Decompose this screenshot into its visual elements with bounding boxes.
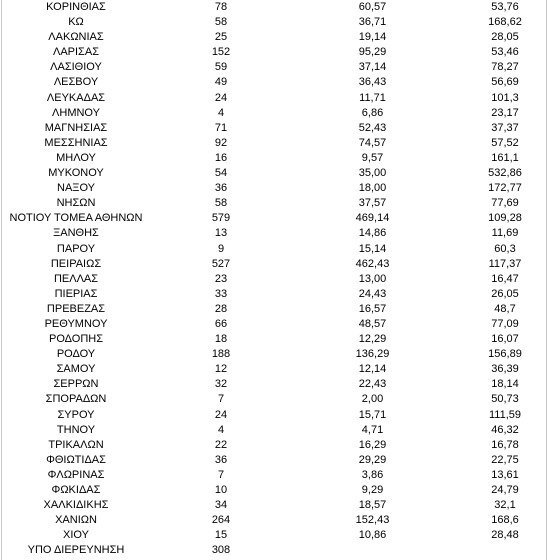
region-name-cell: ΣΥΡΟΥ [57, 408, 95, 421]
region-name-cell: ΣΠΟΡΑΔΩΝ [45, 393, 107, 406]
average-cell: 24,43 [358, 287, 387, 300]
cases-cell: 58 [214, 16, 228, 29]
average-cell: 4,71 [361, 423, 384, 436]
average-cell: 462,43 [355, 257, 390, 270]
average-cell: 15,14 [358, 242, 387, 255]
table-row [0, 242, 548, 257]
average-cell: 48,57 [358, 317, 387, 330]
cases-cell: 23 [214, 272, 228, 285]
table-row [0, 392, 548, 407]
table-row [0, 257, 548, 272]
region-name-cell: ΝΗΣΩΝ [56, 197, 96, 210]
region-name-cell: ΛΑΚΩΝΙΑΣ [48, 31, 104, 44]
rate-cell: 16,47 [491, 272, 519, 285]
rate-cell: 532,86 [488, 167, 522, 180]
cases-cell: 527 [211, 257, 231, 270]
table-row [0, 513, 548, 528]
table-row [0, 15, 548, 30]
region-name-cell: ΤΗΝΟΥ [56, 423, 96, 436]
rate-cell: 16,07 [491, 333, 519, 346]
table-row [0, 60, 548, 75]
rate-cell: 18,14 [491, 378, 519, 391]
rate-cell: 26,05 [491, 287, 519, 300]
average-cell: 6,86 [361, 106, 384, 119]
table-row [0, 106, 548, 121]
cases-cell: 78 [214, 1, 228, 13]
region-name-cell: ΡΟΔΟΠΗΣ [48, 333, 104, 346]
table-row [0, 483, 548, 498]
cases-cell: 28 [214, 302, 228, 315]
region-name-cell: ΚΟΡΙΝΘΙΑΣ [46, 1, 106, 13]
region-name-cell: ΧΑΝΙΩΝ [55, 514, 97, 527]
table-row [0, 0, 548, 15]
cases-cell: 22 [214, 438, 228, 451]
rate-cell: 101,3 [491, 91, 519, 104]
table-row [0, 468, 548, 483]
cases-cell: 24 [214, 91, 228, 104]
rate-cell: 28,48 [491, 529, 519, 542]
rate-cell: 28,05 [491, 31, 519, 44]
table-row [0, 408, 548, 423]
rate-cell: 168,62 [488, 16, 522, 29]
rate-cell: 161,1 [491, 151, 519, 164]
cases-cell: 15 [214, 529, 228, 542]
region-name-cell: ΠΙΕΡΙΑΣ [54, 287, 98, 300]
average-cell [325, 543, 420, 558]
region-name-cell: ΠΕΙΡΑΙΩΣ [50, 257, 102, 270]
region-name-cell: ΦΩΚΙΔΑΣ [51, 484, 101, 496]
cases-cell: 92 [214, 136, 228, 149]
table-row [0, 166, 548, 181]
table-row [0, 196, 548, 211]
table-row [0, 498, 548, 513]
rate-cell: 36,39 [491, 363, 519, 376]
average-cell: 35,00 [358, 167, 387, 180]
rate-cell: 23,17 [491, 106, 519, 119]
average-cell: 13,00 [358, 272, 387, 285]
cases-cell: 12 [214, 363, 228, 376]
cases-cell: 9 [217, 242, 225, 255]
region-name-cell: ΚΩ [68, 16, 84, 29]
table-row [0, 287, 548, 302]
region-name-cell: ΜΗΛΟΥ [56, 151, 96, 164]
rate-cell: 168,6 [491, 514, 519, 527]
table-row [0, 332, 548, 347]
average-cell: 12,29 [358, 333, 387, 346]
table-row [0, 30, 548, 45]
rate-cell: 24,79 [491, 484, 519, 496]
table-row [0, 423, 548, 438]
table-row [0, 45, 548, 60]
rate-cell: 77,09 [491, 317, 519, 330]
cases-cell: 49 [214, 76, 228, 89]
average-cell: 74,57 [358, 136, 387, 149]
rate-cell: 57,52 [491, 136, 519, 149]
region-name-cell: ΠΡΕΒΕΖΑΣ [46, 302, 106, 315]
table-row [0, 121, 548, 136]
average-cell: 19,14 [358, 31, 387, 44]
rate-cell: 22,75 [491, 453, 519, 466]
cases-cell: 16 [214, 151, 228, 164]
cases-cell: 4 [217, 423, 225, 436]
table-row [0, 75, 548, 90]
average-cell: 36,43 [358, 76, 387, 89]
cases-cell: 59 [214, 61, 228, 74]
cases-cell: 188 [211, 348, 231, 361]
rate-cell: 11,69 [491, 227, 519, 240]
region-name-cell: ΡΟΔΟΥ [56, 348, 96, 361]
region-name-cell: ΜΥΚΟΝΟΥ [48, 167, 104, 180]
average-cell: 18,00 [358, 182, 387, 195]
cases-cell: 24 [214, 408, 228, 421]
region-name-cell: ΧΑΛΚΙΔΙΚΗΣ [43, 499, 109, 512]
rate-cell: 172,77 [488, 182, 522, 195]
average-cell: 9,29 [361, 484, 384, 496]
average-cell: 2,00 [361, 393, 384, 406]
region-name-cell: ΡΕΘΥΜΝΟΥ [44, 317, 108, 330]
region-name-cell: ΦΘΙΩΤΙΔΑΣ [46, 453, 106, 466]
cases-cell: 54 [214, 167, 228, 180]
region-name-cell: ΝΑΞΟΥ [57, 182, 95, 195]
average-cell: 15,71 [358, 408, 387, 421]
rate-cell: 56,69 [491, 76, 519, 89]
cases-cell: 58 [214, 197, 228, 210]
rate-cell: 53,46 [491, 46, 519, 59]
region-name-cell: ΣΑΜΟΥ [56, 363, 96, 376]
region-name-cell: ΥΠΟ ΔΙΕΡΕΥΝΗΣΗ [27, 544, 125, 557]
region-name-cell: ΛΕΥΚΑΔΑΣ [46, 91, 106, 104]
rate-cell: 46,32 [491, 423, 519, 436]
table-row [0, 438, 548, 453]
cases-cell: 308 [211, 544, 231, 557]
rate-cell: 109,28 [488, 212, 522, 225]
cases-cell: 34 [214, 499, 228, 512]
average-cell: 95,29 [358, 46, 387, 59]
rate-cell: 50,73 [491, 393, 519, 406]
average-cell: 9,57 [361, 151, 384, 164]
cases-cell: 36 [214, 453, 228, 466]
region-name-cell: ΛΑΡΙΣΑΣ [52, 46, 99, 59]
region-name-cell: ΝΟΤΙΟΥ ΤΟΜΕΑ ΑΘΗΝΩΝ [9, 212, 143, 225]
average-cell: 18,57 [358, 499, 387, 512]
rate-cell: 78,27 [491, 61, 519, 74]
cases-cell: 18 [214, 333, 228, 346]
average-cell: 152,43 [355, 514, 390, 527]
region-name-cell: ΛΗΜΝΟΥ [52, 106, 100, 119]
table-row [0, 377, 548, 392]
rate-cell: 60,3 [494, 242, 516, 255]
cases-cell: 36 [214, 182, 228, 195]
cases-cell: 71 [214, 121, 228, 134]
average-cell: 60,57 [358, 1, 387, 13]
cases-cell: 7 [217, 468, 225, 481]
average-cell: 14,86 [358, 227, 387, 240]
table-row [0, 543, 548, 558]
table-row [0, 362, 548, 377]
cases-cell: 32 [214, 378, 228, 391]
table-row [0, 181, 548, 196]
rate-cell: 117,37 [488, 257, 522, 270]
table-row [0, 453, 548, 468]
average-cell: 36,71 [358, 16, 387, 29]
average-cell: 136,29 [355, 348, 390, 361]
average-cell: 37,14 [358, 61, 387, 74]
average-cell: 16,57 [358, 302, 387, 315]
table-row [0, 91, 548, 106]
region-name-cell: ΧΙΟΥ [63, 529, 89, 542]
region-name-cell: ΜΑΓΝΗΣΙΑΣ [44, 121, 108, 134]
table-row [0, 347, 548, 362]
rate-cell: 53,76 [491, 1, 519, 13]
cases-cell: 33 [214, 287, 228, 300]
average-cell: 12,14 [358, 363, 387, 376]
cases-cell: 152 [211, 46, 231, 59]
rate-cell: 77,69 [491, 197, 519, 210]
average-cell: 16,29 [358, 438, 387, 451]
region-name-cell: ΞΑΝΘΗΣ [53, 227, 99, 240]
average-cell: 37,57 [358, 197, 387, 210]
table-row [0, 528, 548, 543]
table-row [0, 317, 548, 332]
rate-cell: 37,37 [491, 121, 519, 134]
rate-cell: 111,59 [488, 408, 521, 421]
region-name-cell: ΛΕΣΒΟΥ [53, 76, 99, 89]
rate-cell: 48,7 [494, 302, 516, 315]
cases-cell: 7 [217, 393, 225, 406]
table-row [0, 302, 548, 317]
average-cell: 52,43 [358, 121, 387, 134]
region-name-cell: ΜΕΣΣΗΝΙΑΣ [44, 136, 108, 149]
rate-cell: 13,61 [491, 468, 519, 481]
average-cell: 10,86 [358, 529, 387, 542]
table-row [0, 211, 548, 226]
table-row [0, 272, 548, 287]
average-cell: 3,86 [361, 468, 384, 481]
average-cell: 29,29 [358, 453, 387, 466]
cases-cell: 10 [214, 484, 228, 496]
table-row [0, 226, 548, 241]
region-name-cell: ΠΕΛΛΑΣ [53, 272, 99, 285]
cases-cell: 66 [214, 317, 228, 330]
rate-cell: 16,78 [491, 438, 519, 451]
rate-cell: 32,1 [494, 499, 516, 512]
region-name-cell: ΦΛΩΡΙΝΑΣ [47, 468, 105, 481]
average-cell: 11,71 [359, 91, 386, 104]
cases-cell: 13 [214, 227, 228, 240]
region-name-cell: ΠΑΡΟΥ [56, 242, 96, 255]
cases-cell: 579 [211, 212, 231, 225]
region-name-cell: ΤΡΙΚΑΛΩΝ [48, 438, 104, 451]
region-name-cell: ΛΑΣΙΘΙΟΥ [50, 61, 102, 74]
table-row [0, 151, 548, 166]
average-cell: 469,14 [355, 212, 390, 225]
average-cell: 22,43 [358, 378, 387, 391]
cases-cell: 25 [214, 31, 228, 44]
cases-cell: 264 [211, 514, 231, 527]
cases-cell: 4 [217, 106, 225, 119]
rate-cell [465, 543, 545, 558]
rate-cell: 156,89 [488, 348, 522, 361]
table-row [0, 136, 548, 151]
region-name-cell: ΣΕΡΡΩΝ [53, 378, 99, 391]
